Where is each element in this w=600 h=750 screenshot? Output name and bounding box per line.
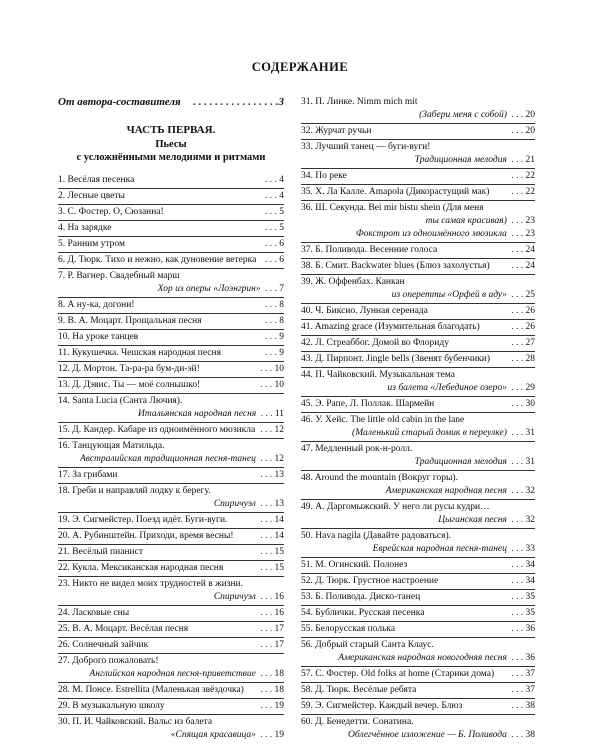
entry-title: 59. Э. Сигмейстер. Каждый вечер. Блюз xyxy=(301,701,463,711)
entry-separator xyxy=(301,557,535,558)
right-entry[interactable] xyxy=(301,215,535,228)
left-entry[interactable] xyxy=(58,299,284,312)
entry-page: . . . 23 xyxy=(508,216,535,226)
entry-page: . . . 31 xyxy=(508,457,535,467)
entry-page: . . . 31 xyxy=(508,428,535,438)
entry-page: . . . 38 xyxy=(511,701,535,711)
entry-separator xyxy=(301,242,535,243)
entry-page: . . . 14 xyxy=(260,531,284,541)
entry-separator xyxy=(301,412,535,413)
left-entry[interactable] xyxy=(58,347,284,360)
entry-title: 12. Д. Мортон. Та-ра-ра бум-ди-эй! xyxy=(58,364,200,374)
entry-title: 8. А ну-ка, догони! xyxy=(58,300,135,310)
intro-entry[interactable] xyxy=(58,96,284,112)
entry-title: 14. Santa Lucia (Санта Лючия). xyxy=(58,396,183,406)
entry-title: 36. Ш. Секунда. Bei mir bistu shein (Для меня xyxy=(301,203,484,213)
entry-separator xyxy=(58,188,284,189)
left-entry[interactable] xyxy=(58,453,284,466)
entry-separator xyxy=(301,573,535,574)
entry-separator xyxy=(58,698,284,699)
entry-separator xyxy=(58,252,284,253)
entry-title: 20. А. Рубинштейн. Приходи, время весны! xyxy=(58,531,234,541)
entry-separator xyxy=(58,512,284,513)
entry-title: 24. Ласковые сны xyxy=(58,608,130,618)
entry-page: . . . 17 xyxy=(260,640,284,650)
entry-title: 5. Ранним утром xyxy=(58,239,125,249)
left-entry[interactable] xyxy=(58,315,284,328)
entry-separator xyxy=(301,605,535,606)
entry-title: (Маленький старый домик в переулке) xyxy=(352,428,507,438)
entry-page: . . . 11 xyxy=(258,409,284,419)
right-entry[interactable] xyxy=(301,382,535,395)
entry-title: 27. Доброго пожаловать! xyxy=(58,656,159,666)
right-entry[interactable] xyxy=(301,398,535,411)
entry-separator xyxy=(301,367,535,368)
left-entry[interactable] xyxy=(58,546,284,559)
entry-page: . . . 24 xyxy=(511,245,535,255)
right-entry[interactable] xyxy=(301,607,535,620)
entry-title: Австралийская традиционная песня-танец xyxy=(79,454,256,464)
entry-title: 11. Кукушечка. Чешская народная песня xyxy=(58,348,221,358)
entry-title: 40. Ч. Биксио. Лунная серенада xyxy=(301,306,428,316)
entry-title: 34. По реке xyxy=(301,171,347,181)
entry-title: 32. Журчат ручьи xyxy=(301,126,372,136)
left-entry[interactable] xyxy=(58,591,284,604)
entry-separator xyxy=(301,200,535,201)
entry-page: . . . 7 xyxy=(262,284,284,294)
entry-title: 25. В. А. Моцарт. Весёлая песня xyxy=(58,624,189,634)
entry-page: . . . 35 xyxy=(511,592,535,602)
entry-separator xyxy=(58,393,284,394)
left-entry[interactable] xyxy=(58,440,284,453)
entry-page: . . . 19 xyxy=(257,730,284,740)
entry-title: 3. С. Фостер. О, Сюзанна! xyxy=(58,207,164,217)
entry-separator xyxy=(301,351,535,352)
entry-page: . . . 18 xyxy=(257,669,284,679)
entry-separator xyxy=(301,637,535,638)
entry-title: Итальянская народная песня xyxy=(137,409,257,419)
left-entry[interactable] xyxy=(58,729,284,742)
right-entry[interactable] xyxy=(301,289,535,302)
left-entry[interactable] xyxy=(58,206,284,219)
entry-title: 46. У. Хейс. The little old cabin in the lane xyxy=(301,415,465,425)
right-entry[interactable] xyxy=(301,684,535,697)
entry-page: . . . 32 xyxy=(508,486,535,496)
entry-page: . . . 34 xyxy=(511,560,535,570)
left-entry[interactable] xyxy=(58,485,284,498)
entry-title: 18. Греби и направляй лодку к берегу. xyxy=(58,486,211,496)
part-subtitle-1: Пьесы xyxy=(155,139,187,150)
entry-separator xyxy=(301,589,535,590)
entry-title: Спиричуэл xyxy=(213,499,256,509)
entry-title: 33. Лучший танец — буги-вуги! xyxy=(301,142,431,152)
left-entry[interactable] xyxy=(58,190,284,203)
left-entry[interactable] xyxy=(58,270,284,283)
entry-separator xyxy=(58,544,284,545)
entry-page: . . . 16 xyxy=(260,608,284,618)
entry-title: 50. Hava nagila (Давайте радоваться). xyxy=(301,531,452,541)
left-entry[interactable] xyxy=(58,655,284,668)
right-entry-list xyxy=(301,96,535,742)
entry-separator xyxy=(301,621,535,622)
entry-page: . . . 15 xyxy=(260,563,284,573)
entry-page: . . . 14 xyxy=(260,515,284,525)
entry-page: . . . 6 xyxy=(265,239,284,249)
entry-separator xyxy=(58,682,284,683)
entry-separator xyxy=(301,319,535,320)
right-entry[interactable] xyxy=(301,456,535,469)
entry-title: 16. Танцующая Матильда. xyxy=(58,441,165,451)
entry-page: . . . 5 xyxy=(265,207,284,217)
left-entry-list xyxy=(58,174,284,742)
right-entry[interactable] xyxy=(301,276,535,289)
entry-separator xyxy=(58,361,284,362)
right-entry[interactable] xyxy=(301,501,535,514)
entry-page: . . . 38 xyxy=(508,730,535,740)
entry-title: 51. М. Огинский. Полонез xyxy=(301,560,408,570)
entry-title: 54. Бублички. Русская песенка xyxy=(301,608,425,618)
left-entry[interactable] xyxy=(58,668,284,681)
entry-page: . . . 36 xyxy=(508,653,535,663)
entry-separator xyxy=(301,123,535,124)
entry-title: 41. Amazing grace (Изумительная благодать) xyxy=(301,322,480,332)
entry-page: . . . 34 xyxy=(511,576,535,586)
entry-title: 26. Солнечный зайчик xyxy=(58,640,149,650)
left-entry[interactable] xyxy=(58,700,284,713)
entry-page: . . . 10 xyxy=(260,364,284,374)
entry-separator xyxy=(301,666,535,667)
entry-page: . . . 23 xyxy=(508,229,535,239)
entry-title: 39. Ж. Оффенбах. Канкан xyxy=(301,277,405,287)
entry-page: . . . 37 xyxy=(511,669,535,679)
right-entry[interactable] xyxy=(301,125,535,138)
right-entry[interactable] xyxy=(301,109,535,122)
right-entry[interactable] xyxy=(301,530,535,543)
right-entry[interactable] xyxy=(301,716,535,729)
entry-separator xyxy=(58,220,284,221)
left-entry[interactable] xyxy=(58,222,284,235)
left-entry[interactable] xyxy=(58,395,284,408)
entry-page: . . . 26 xyxy=(511,322,535,332)
left-entry[interactable] xyxy=(58,498,284,511)
left-entry[interactable] xyxy=(58,562,284,575)
entry-title: 15. Д. Кандер. Кабаре из одноимённого мюзикла xyxy=(58,425,256,435)
left-entry[interactable] xyxy=(58,530,284,543)
entry-separator xyxy=(301,698,535,699)
entry-title: 19. Э. Сигмейстер. Поезд идёт. Буги-вуги. xyxy=(58,515,228,525)
left-entry[interactable] xyxy=(58,578,284,591)
right-entry[interactable] xyxy=(301,729,535,742)
entry-separator xyxy=(58,637,284,638)
entry-separator xyxy=(58,467,284,468)
entry-title: Традиционная мелодия xyxy=(414,155,507,165)
entry-title: 13. Д. Дэвис. Ты — моё солнышко! xyxy=(58,380,201,390)
entry-page: . . . 6 xyxy=(265,255,284,265)
entry-separator xyxy=(58,297,284,298)
entry-title: 42. Л. Стреаббог. Домой во Флориду xyxy=(301,338,449,348)
entry-title: 22. Кукла. Мексиканская народная песня xyxy=(58,563,224,573)
left-entry[interactable] xyxy=(58,238,284,251)
entry-title: 53. Б. Поливода. Диско-танец xyxy=(301,592,421,602)
entry-page: . . . 32 xyxy=(508,515,535,525)
entry-separator xyxy=(301,714,535,715)
entry-title: Облегчённое изложение — Б. Поливода xyxy=(348,730,507,740)
entry-title: 58. Д. Тюрк. Весёлые ребята xyxy=(301,685,417,695)
entry-title: 29. В музыкальную школу xyxy=(58,701,165,711)
entry-title: 23. Никто не видел моих трудностей в жизни. xyxy=(58,579,244,589)
entry-title: ты самая красивая) xyxy=(425,216,507,226)
right-entry[interactable] xyxy=(301,170,535,183)
right-entry[interactable] xyxy=(301,700,535,713)
right-entry[interactable] xyxy=(301,514,535,527)
left-entry[interactable] xyxy=(58,716,284,729)
entry-page: . . . 9 xyxy=(265,332,284,342)
entry-title: 43. Д. Пирпонт. Jingle bells (Звенят бубенчики) xyxy=(301,354,491,364)
entry-title: Еврейская народная песня-танец xyxy=(372,544,507,554)
left-entry[interactable] xyxy=(58,424,284,437)
entry-separator xyxy=(58,714,284,715)
toc-right-column xyxy=(301,96,535,742)
entry-title: 30. П. И. Чайковский. Вальс из балета xyxy=(58,717,213,727)
entry-page: . . . 22 xyxy=(511,171,535,181)
entry-title: Спиричуэл xyxy=(213,592,256,602)
entry-title: 57. С. Фостер. Old folks at home (Старики дома) xyxy=(301,669,495,679)
entry-title: Цыганская песня xyxy=(438,515,507,525)
right-entry[interactable] xyxy=(301,244,535,257)
page-title: СОДЕРЖАНИЕ xyxy=(251,60,349,74)
entry-page: . . . 33 xyxy=(508,544,535,554)
entry-separator xyxy=(301,139,535,140)
entry-page: . . . 28 xyxy=(511,354,535,364)
left-entry[interactable] xyxy=(58,639,284,652)
entry-page: . . . 12 xyxy=(257,454,284,464)
left-entry[interactable] xyxy=(58,363,284,376)
part-subtitle-2: с усложнёнными мелодиями и ритмами xyxy=(76,152,266,163)
right-entry[interactable] xyxy=(301,668,535,681)
left-entry[interactable] xyxy=(58,607,284,620)
entry-title: (Забери меня с собой) xyxy=(419,110,507,120)
entry-separator xyxy=(58,560,284,561)
entry-separator xyxy=(58,576,284,577)
right-entry[interactable] xyxy=(301,305,535,318)
entry-separator xyxy=(301,335,535,336)
entry-title: 35. Х. Ла Калле. Amapola (Дикорастущий мак) xyxy=(301,187,490,197)
entry-page: . . . 20 xyxy=(511,126,535,136)
right-entry[interactable] xyxy=(301,186,535,199)
entry-separator xyxy=(58,204,284,205)
right-entry[interactable] xyxy=(301,337,535,350)
entry-separator xyxy=(301,274,535,275)
right-entry[interactable] xyxy=(301,543,535,556)
right-entry[interactable] xyxy=(301,623,535,636)
entry-page: . . . 21 xyxy=(508,155,535,165)
right-entry[interactable] xyxy=(301,321,535,334)
right-entry[interactable] xyxy=(301,414,535,427)
entry-separator xyxy=(58,345,284,346)
entry-title: 37. Б. Поливода. Весенние голоса xyxy=(301,245,438,255)
toc-left-column xyxy=(58,96,284,742)
left-entry[interactable] xyxy=(58,283,284,296)
right-entry[interactable] xyxy=(301,369,535,382)
entry-title: Американская народная новогодняя песня xyxy=(338,653,507,663)
entry-title: 60. Д. Бенедетти. Сонатина. xyxy=(301,717,414,727)
entry-title: Английская народная песня-приветствие xyxy=(89,669,256,679)
right-entry[interactable] xyxy=(301,652,535,665)
right-entry[interactable] xyxy=(301,472,535,485)
entry-page: . . . 20 xyxy=(508,110,535,120)
entry-separator xyxy=(301,168,535,169)
entry-separator xyxy=(301,470,535,471)
left-entry[interactable] xyxy=(58,684,284,697)
entry-page: . . . 26 xyxy=(511,306,535,316)
entry-page: . . . 9 xyxy=(265,348,284,358)
entry-title: 9. В. А. Моцарт. Прощальная песня xyxy=(58,316,202,326)
entry-page: . . . 30 xyxy=(511,399,535,409)
entry-title: «Спящая красавица» xyxy=(170,730,256,740)
entry-page: . . . 29 xyxy=(508,383,535,393)
entry-title: 45. Э. Рапе, Л. Поллак. Шармейн xyxy=(301,399,435,409)
entry-separator xyxy=(58,528,284,529)
entry-separator xyxy=(301,441,535,442)
entry-title: 38. Б. Смит. Backwater blues (Блюз захолустья) xyxy=(301,261,490,271)
part-title: ЧАСТЬ ПЕРВАЯ. xyxy=(126,124,216,136)
entry-separator xyxy=(301,528,535,529)
right-entry[interactable] xyxy=(301,443,535,456)
entry-title: 21. Весёлый пианист xyxy=(58,547,143,557)
right-entry[interactable] xyxy=(301,575,535,588)
entry-title: 56. Добрый старый Санта Клаус. xyxy=(301,640,434,650)
left-entry[interactable] xyxy=(58,514,284,527)
entry-separator xyxy=(58,483,284,484)
entry-title: 28. М. Понсе. Estrellita (Маленькая звёздочка) xyxy=(58,685,244,695)
entry-separator xyxy=(58,329,284,330)
entry-title: 4. На зарядке xyxy=(58,223,112,233)
entry-page: . . . 36 xyxy=(511,624,535,634)
entry-title: Хор из оперы «Лоэнгрин» xyxy=(157,284,261,294)
entry-separator xyxy=(301,682,535,683)
entry-title: 55. Белорусская полька xyxy=(301,624,396,634)
left-entry[interactable] xyxy=(58,623,284,636)
left-entry[interactable] xyxy=(58,408,284,421)
entry-title: 17. За грибами xyxy=(58,470,118,480)
intro-title: От автора-составителя xyxy=(58,96,181,108)
entry-separator xyxy=(58,422,284,423)
entry-page: . . . 12 xyxy=(260,425,284,435)
entry-title: 44. П. Чайковский. Музыкальная тема xyxy=(301,370,455,380)
right-entry[interactable] xyxy=(301,202,535,215)
right-entry[interactable] xyxy=(301,427,535,440)
entry-title: 47. Медленный рок-н-ролл. xyxy=(301,444,413,454)
entry-page: . . . 22 xyxy=(511,187,535,197)
right-entry[interactable] xyxy=(301,559,535,572)
entry-page: . . . 5 xyxy=(265,223,284,233)
entry-page: . . . 18 xyxy=(260,685,284,695)
entry-page: . . . 15 xyxy=(260,547,284,557)
entry-title: 52. Д. Тюрк. Грустное настроение xyxy=(301,576,439,586)
right-entry[interactable] xyxy=(301,228,535,241)
right-entry[interactable] xyxy=(301,485,535,498)
entry-page: . . . 16 xyxy=(257,592,284,602)
entry-title: Фокстрот из одноимённого мюзикла xyxy=(355,229,507,239)
entry-separator xyxy=(58,438,284,439)
entry-title: из балета «Лебединое озеро» xyxy=(387,383,507,393)
entry-title: 31. П. Линке. Nimm mich mit xyxy=(301,97,418,107)
entry-title: Американская народная песня xyxy=(385,486,507,496)
entry-page: . . . 13 xyxy=(260,470,284,480)
entry-page: . . . 8 xyxy=(265,300,284,310)
entry-separator xyxy=(58,653,284,654)
entry-page: . . . 10 xyxy=(260,380,284,390)
entry-separator xyxy=(58,236,284,237)
right-entry[interactable] xyxy=(301,591,535,604)
entry-page: . . . 19 xyxy=(260,701,284,711)
entry-separator xyxy=(301,499,535,500)
left-entry[interactable] xyxy=(58,469,284,482)
left-entry[interactable] xyxy=(58,331,284,344)
entry-title: 6. Д. Тюрк. Тихо и нежно, как дуновение ветерка xyxy=(58,255,257,265)
right-entry[interactable] xyxy=(301,260,535,273)
left-entry[interactable] xyxy=(58,379,284,392)
right-entry[interactable] xyxy=(301,639,535,652)
entry-separator xyxy=(58,313,284,314)
left-entry[interactable] xyxy=(58,174,284,187)
entry-separator xyxy=(301,184,535,185)
entry-title: 2. Лесные цветы xyxy=(58,191,125,201)
entry-separator xyxy=(301,303,535,304)
right-entry[interactable] xyxy=(301,141,535,154)
entry-title: 10. На уроке танцев xyxy=(58,332,139,342)
intro-page: . . . . . . . . . . . . . . . .3 xyxy=(193,96,284,108)
entry-page: . . . 4 xyxy=(265,191,284,201)
entry-page: . . . 25 xyxy=(508,290,535,300)
entry-title: 49. А. Даргомыжский. У него ли русы кудри… xyxy=(301,502,490,512)
entry-page: . . . 13 xyxy=(257,499,284,509)
right-entry[interactable] xyxy=(301,96,535,109)
entry-separator xyxy=(58,268,284,269)
entry-page: . . . 8 xyxy=(265,316,284,326)
entry-page: . . . 35 xyxy=(511,608,535,618)
right-entry[interactable] xyxy=(301,353,535,366)
entry-page: . . . 37 xyxy=(511,685,535,695)
entry-title: 1. Весёлая песенка xyxy=(58,175,135,185)
entry-page: . . . 24 xyxy=(511,261,535,271)
entry-page: . . . 17 xyxy=(260,624,284,634)
entry-separator xyxy=(58,621,284,622)
entry-title: из оперетты «Орфей в аду» xyxy=(391,290,507,300)
entry-title: 48. Around the mountain (Вокруг горы). xyxy=(301,473,458,483)
entry-separator xyxy=(58,377,284,378)
right-entry[interactable] xyxy=(301,154,535,167)
entry-page: . . . 4 xyxy=(265,175,284,185)
entry-title: Традиционная мелодия xyxy=(414,457,507,467)
entry-separator xyxy=(301,258,535,259)
entry-separator xyxy=(58,605,284,606)
entry-title: 7. Р. Вагнер. Свадебный марш xyxy=(58,271,180,281)
entry-page: . . . 27 xyxy=(511,338,535,348)
entry-separator xyxy=(301,396,535,397)
left-entry[interactable] xyxy=(58,254,284,267)
